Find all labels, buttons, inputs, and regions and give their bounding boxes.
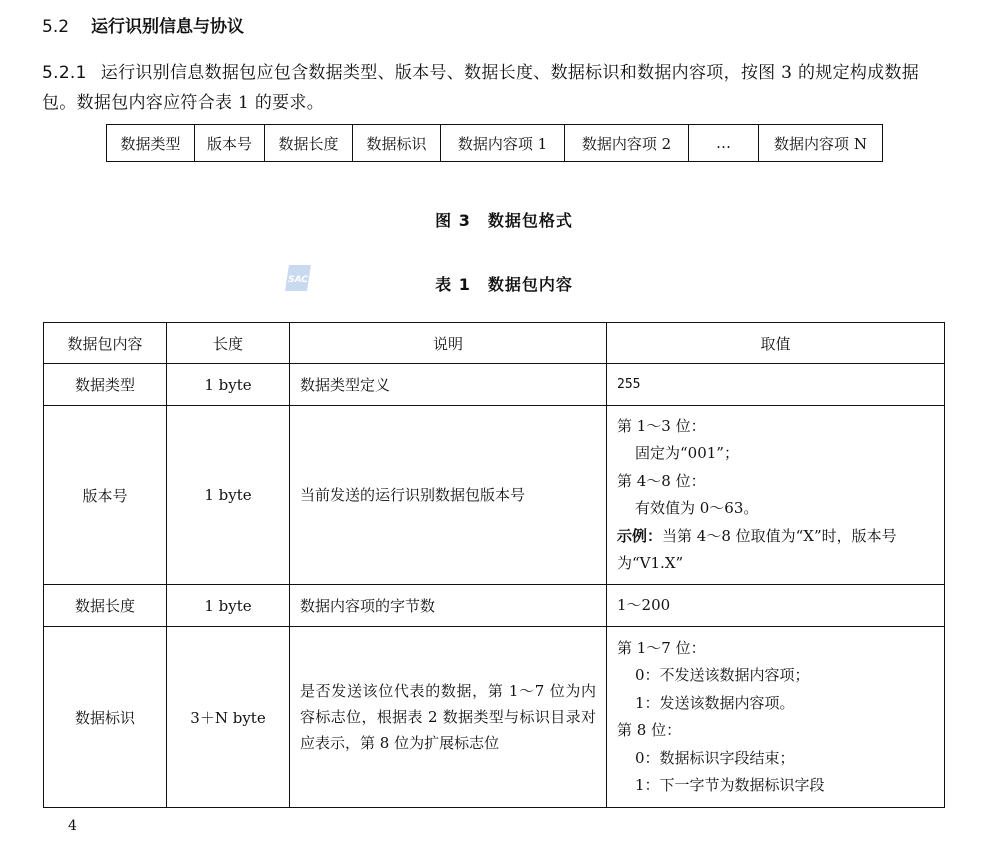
cell-description: 数据类型定义 [290, 364, 607, 406]
paragraph-5-2-1 [42, 58, 947, 118]
svg-text:SAC: SAC [288, 275, 308, 285]
cell-value [607, 627, 945, 808]
table-caption: 表 1 数据包内容 [435, 275, 573, 294]
header-value: 取值 [607, 323, 945, 364]
paragraph-text: 运行识别信息数据包应包含数据类型、版本号、数据长度、数据标识和数据内容项，按图 3 的规定构成数据包。数据包内容应符合表 1 的要求。 [42, 63, 920, 113]
value-line: 有效值为 0～63。 [635, 499, 759, 517]
format-cell-content-n: 数据内容项 N [774, 134, 867, 153]
cell-name: 版本号 [44, 406, 167, 585]
value-line: 1：发送该数据内容项。 [635, 693, 795, 712]
header-content: 数据包内容 [44, 323, 167, 364]
table-row [44, 364, 945, 406]
page-number: 4 [68, 818, 77, 834]
section-number: 5.2 [42, 17, 70, 37]
section-heading [42, 12, 244, 37]
format-cell-content-1: 数据内容项 1 [441, 125, 565, 161]
cell-length: 1 byte [167, 585, 290, 627]
figure-caption: 图 3 数据包格式 [435, 211, 573, 230]
data-packet-table [43, 322, 945, 808]
format-cell-length: 数据长度 [265, 125, 353, 161]
cell-description: 数据内容项的字节数 [290, 585, 607, 627]
cell-description: 当前发送的运行识别数据包版本号 [290, 406, 607, 585]
format-cell-data-type: 数据类型 [107, 125, 195, 161]
format-cell-version: 版本号 [195, 125, 265, 161]
cell-value [607, 364, 945, 406]
cell-length: 3＋N byte [167, 627, 290, 808]
format-cell-identifier: 数据标识 [353, 125, 441, 161]
value-line: 第 1～7 位： [617, 638, 706, 657]
cell-value [607, 585, 945, 627]
cell-name: 数据类型 [44, 364, 167, 406]
cell-name: 数据长度 [44, 585, 167, 627]
header-description: 说明 [290, 323, 607, 364]
value-line: 0：数据标识字段结束； [635, 748, 795, 767]
packet-format-diagram [106, 124, 883, 162]
cell-name: 数据标识 [44, 627, 167, 808]
header-length: 长度 [167, 323, 290, 364]
value-line: 第 8 位： [617, 721, 682, 739]
value-line: 第 1～3 位： [617, 416, 706, 435]
table-row [44, 585, 945, 627]
value-line: 0：不发送该数据内容项； [635, 666, 810, 684]
section-title: 运行识别信息与协议 [91, 17, 245, 37]
example-note [617, 523, 934, 578]
table-header-row [44, 323, 945, 364]
cell-description: 是否发送该位代表的数据，第 1～7 位为内容标志位，根据表 2 数据类型与标识目录对应表示，第 8 位为扩展标志位 [290, 627, 607, 808]
example-text: 当第 4～8 位取值为“X”时，版本号为“V1.X” [617, 526, 897, 572]
table-row [44, 627, 945, 808]
value-line: 固定为“001”； [635, 444, 739, 462]
format-cell-ellipsis: … [689, 125, 759, 161]
cell-length: 1 byte [167, 364, 290, 406]
format-cell-content-2: 数据内容项 2 [565, 125, 689, 161]
paragraph-number: 5.2.1 [42, 63, 87, 83]
cell-value [607, 406, 945, 585]
value-line: 第 4～8 位： [617, 471, 706, 490]
value-line: 1：下一字节为数据标识字段 [635, 776, 825, 794]
value-line: 1～200 [617, 595, 671, 614]
example-label: 示例： [617, 526, 663, 545]
cell-length: 1 byte [167, 406, 290, 585]
table-row [44, 406, 945, 585]
value-line: 255 [617, 376, 641, 392]
